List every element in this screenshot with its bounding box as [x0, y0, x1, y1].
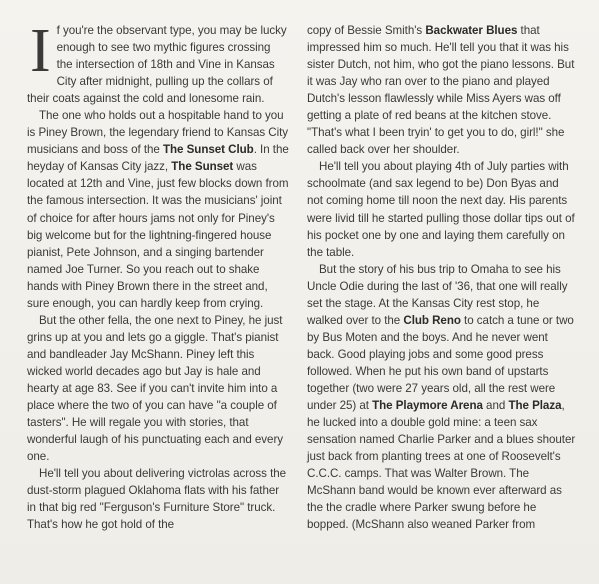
paragraph: [27, 312, 289, 465]
text-run: copy of Bessie Smith's: [307, 24, 426, 37]
drop-cap: I: [30, 17, 51, 85]
bold-venue-name: The Sunset Club: [162, 143, 254, 157]
text-run: But the story of his bus trip to Omaha to see his Uncle Odie during the last of '36, that one will really set the stage. At the Kansas City rest stop, he walked over to the: [307, 262, 568, 327]
paragraph: [27, 107, 289, 312]
bold-venue-name: Club Reno: [403, 313, 461, 327]
bold-venue-name: The Sunset: [171, 160, 234, 174]
left-text-column: [27, 17, 289, 533]
paragraph: [27, 465, 289, 533]
right-text-column: [307, 22, 577, 533]
text-run: The one who holds out a hospitable hand to you is Piney Brown, the legendary friend to Kansas City musicians and boss of the: [27, 109, 289, 157]
text-run: . In the heyday of Kansas City jazz,: [27, 143, 289, 174]
text-run: f you're the observant type, you may be lucky enough to see two mythic figures crossing the intersection of 18th and Vine in Kansas City after midnight, pulling up the collars of their coats against the cold and lonesome rain.: [27, 24, 287, 106]
paragraph: [307, 261, 577, 534]
paragraph: [307, 22, 577, 158]
text-run: But the other fella, the one next to Piney, he just grins up at you and lets go a giggle. That's pianist and bandleader Jay McShann. Piney left this wicked world decades ago but Jay is hale and hearty at age 83. See if you can't invite him into a place where the two of you can have "a couple of tasters". He will regale you with stories, that wonderful laugh of his punctuating each and every one.: [27, 313, 284, 464]
text-run: , he lucked into a double gold mine: a teen sax sensation named Charlie Parker and a blues shouter just back from planting trees at one of Roosevelt's C.C.C. camps. That was Walter Brown. The McShann band would be known ever afterward as the the cradle where Parker swung before he bopped. (McShann also weaned Parker from: [307, 399, 576, 532]
text-run: He'll tell you about playing 4th of July parties with schoolmate (and sax legend to be) Don Byas and not coming home till noon the next day. His parents were livid till he started pulling those dollar tips out of his pocket one by one and laying them carefully on the table.: [307, 160, 575, 259]
text-run: that impressed him so much. He'll tell you that it was his sister Dutch, not him, who got the piano lessons. But it was Jay who ran over to the piano and played Dutch's lesson flawlessly while Miss Ayers was off getting a plate of red beans at the kitchen stove. "That's what I been tryin' to get you to do, girl!" she called back over her shoulder.: [307, 24, 575, 157]
text-run: to catch a tune or two by Bus Moten and the boys. And he never went back. Good playing jobs and some good press followed. When he put his own band of upstarts together (two were 27 years old, all the rest were under 25) at: [307, 313, 574, 413]
paragraph: [307, 158, 577, 260]
text-run: and: [482, 399, 509, 413]
text-run: was located at 12th and Vine, just few blocks down from the famous intersection. It was the musicians' joint of choice for after hours jams not only for Piney's big welcome but for the lightning-fingered house pianist, Pete Johnson, and a singing bartender named Joe Turner. So you reach out to shake hands with Piney Brown there in the street and, sure enough, you can hardly keep from crying.: [27, 160, 289, 310]
text-run: He'll tell you about delivering victrolas across the dust-storm plagued Oklahoma flats with his father in that big red "Ferguson's Furniture Store" truck. That's how he got hold of the: [27, 467, 287, 532]
bold-venue-name: Backwater Blues: [425, 24, 518, 37]
bold-venue-name: The Plaza: [508, 399, 562, 413]
bold-venue-name: The Playmore Arena: [372, 399, 483, 413]
paragraph: [27, 17, 289, 107]
